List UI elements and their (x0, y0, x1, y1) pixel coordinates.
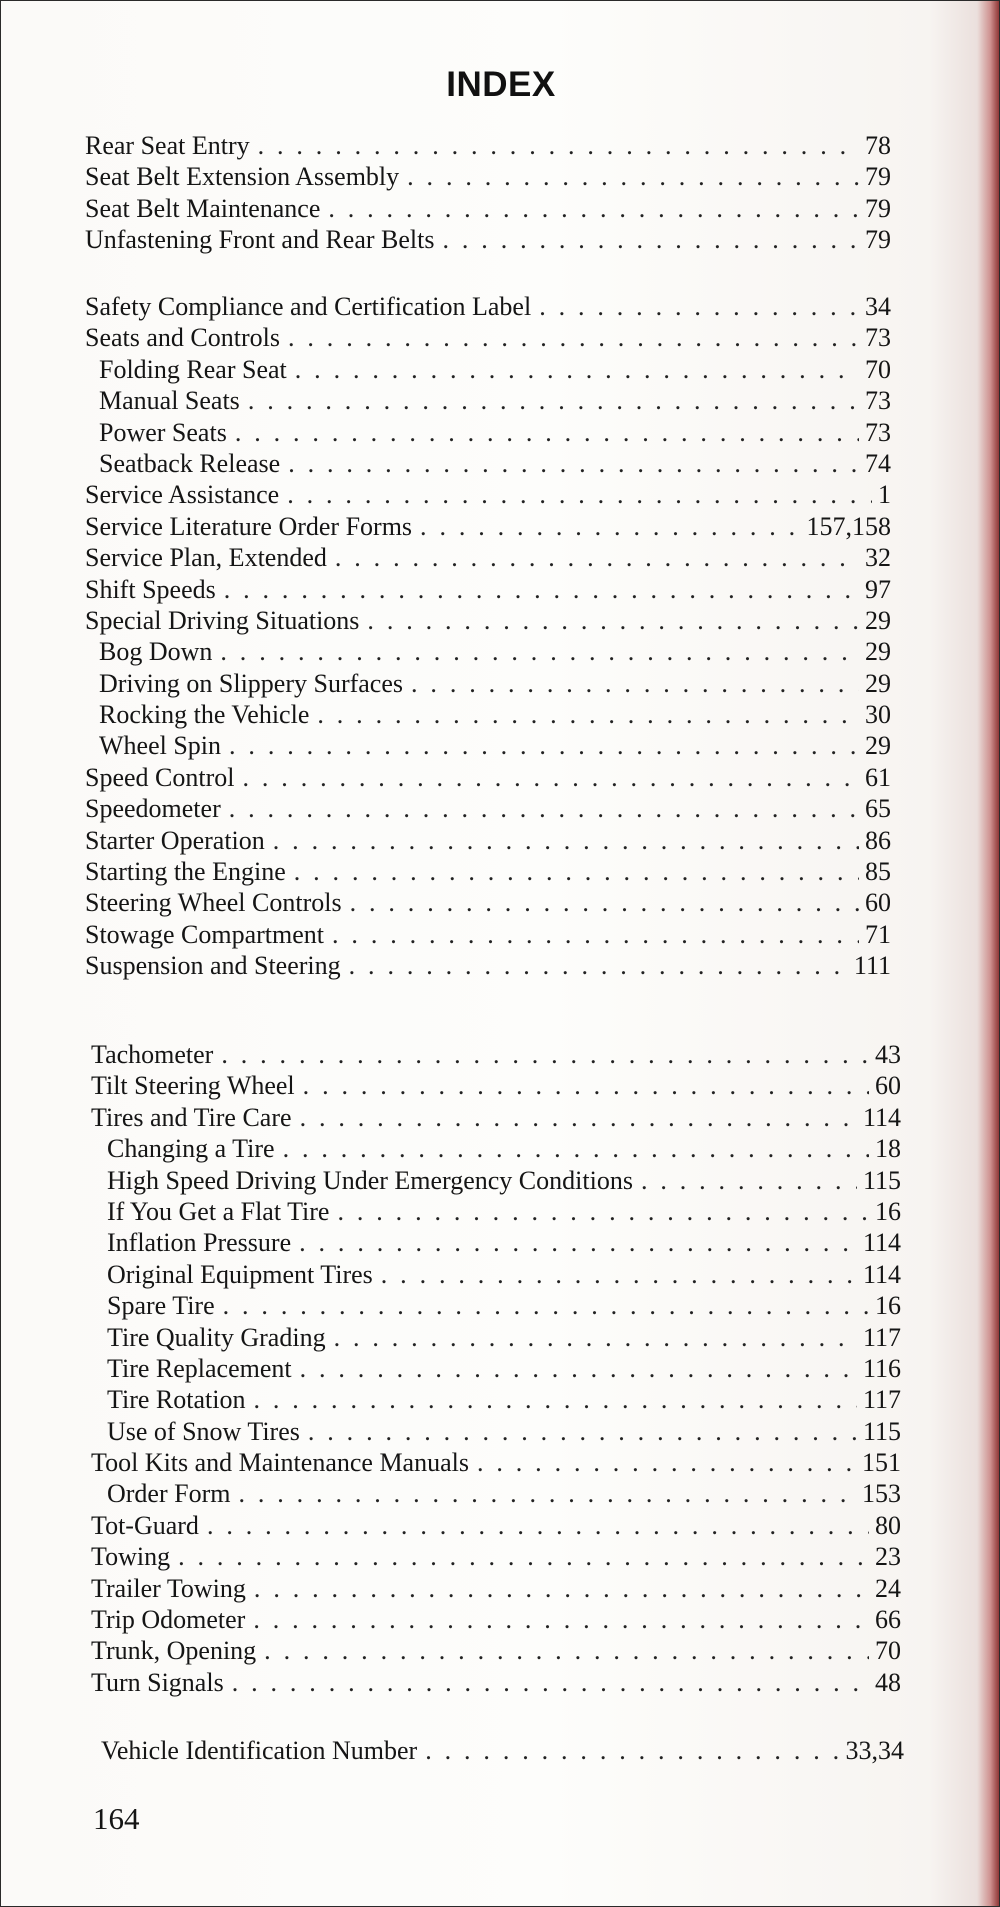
index-entry-page: 115 (862, 1416, 901, 1446)
index-entry-page: 66 (875, 1605, 901, 1635)
index-entry-label: Manual Seats (99, 386, 240, 416)
index-entry (99, 448, 891, 479)
dot-leader (317, 699, 859, 730)
index-entry-page: 97 (865, 574, 891, 604)
index-entry-page: 16 (875, 1196, 901, 1226)
index-entry (107, 1196, 901, 1227)
index-entry (85, 542, 891, 573)
index-entry (107, 1322, 901, 1353)
index-entry-label: Trailer Towing (91, 1573, 246, 1603)
index-entry-page: 79 (865, 193, 891, 223)
index-entry-label: High Speed Driving Under Emergency Conditions (107, 1165, 633, 1195)
index-entry (85, 224, 891, 255)
index-entry (91, 1604, 901, 1635)
dot-leader (300, 1353, 857, 1384)
index-entry-label: Driving on Slippery Surfaces (99, 668, 404, 698)
index-entry (85, 793, 891, 824)
index-entry (91, 1573, 901, 1604)
index-section-s (1, 291, 1000, 982)
index-entry-label: Service Assistance (85, 480, 280, 510)
index-entry-page: 43 (875, 1040, 901, 1069)
index-entry-label: Tot-Guard (91, 1510, 199, 1540)
index-entry-page: 70 (875, 1636, 901, 1666)
index-entry-label: Wheel Spin (99, 731, 222, 761)
index-entry-page: 23 (875, 1542, 901, 1572)
index-entry-label: Starting the Engine (85, 857, 286, 887)
index-entry (85, 511, 891, 542)
index-entry-label: Rocking the Vehicle (99, 700, 310, 730)
index-entry (107, 1353, 901, 1384)
index-entry (99, 354, 891, 385)
index-section-v (1, 1735, 1000, 1766)
index-entry (107, 1384, 901, 1415)
index-entry-label: Power Seats (99, 417, 227, 447)
index-entry-label: Steering Wheel Controls (85, 888, 342, 918)
dot-leader (243, 762, 860, 793)
page-title: INDEX (446, 65, 556, 104)
index-entry (107, 1133, 901, 1164)
dot-leader (332, 919, 859, 950)
index-entry-label: Safety Compliance and Certification Label (85, 292, 532, 321)
index-entry (99, 668, 891, 699)
index-entry-page: 61 (865, 762, 891, 792)
dot-leader (207, 1510, 869, 1541)
index-entry (91, 1102, 901, 1133)
index-entry-label: Trip Odometer (91, 1605, 246, 1635)
index-entry-page: 34 (865, 292, 891, 321)
dot-leader (443, 224, 860, 255)
index-entry-label: Order Form (107, 1479, 231, 1509)
index-entry (99, 730, 891, 761)
index-entry (85, 887, 891, 918)
index-entry-label: Unfastening Front and Rear Belts (85, 225, 435, 255)
dot-leader (235, 417, 859, 448)
index-entry-page: 60 (875, 1071, 901, 1101)
index-entry-label: Towing (91, 1542, 171, 1572)
index-entry (91, 1070, 901, 1101)
index-entry-page: 78 (865, 131, 891, 160)
index-entry-page: 157,158 (806, 511, 891, 541)
index-entry-page: 32 (865, 543, 891, 573)
index-entry-page: 29 (865, 637, 891, 667)
dot-leader (248, 385, 859, 416)
index-entry (85, 825, 891, 856)
index-entry-page: 117 (862, 1322, 901, 1352)
index-entry-page: 117 (862, 1385, 901, 1415)
dot-leader (350, 887, 859, 918)
index-entry-label: Service Literature Order Forms (85, 511, 413, 541)
index-entry-label: Seat Belt Maintenance (85, 193, 321, 223)
index-entry-page: 114 (862, 1228, 901, 1258)
index-entry-page: 73 (865, 417, 891, 447)
index-entry-page: 79 (865, 162, 891, 192)
index-entry-page: 73 (865, 323, 891, 353)
index-entry-page: 115 (862, 1165, 901, 1195)
dot-leader (220, 636, 859, 667)
index-entry (99, 636, 891, 667)
index-entry-page: 29 (865, 605, 891, 635)
dot-leader (294, 856, 859, 887)
dot-leader (328, 193, 859, 224)
dot-leader (407, 161, 859, 192)
dot-leader (224, 574, 859, 605)
index-entry-label: Inflation Pressure (107, 1228, 292, 1258)
index-entry (85, 322, 891, 353)
dot-leader (299, 1227, 857, 1258)
index-entry-label: Bog Down (99, 637, 213, 667)
index-entry (85, 574, 891, 605)
index-entry-label: Speed Control (85, 762, 235, 792)
page-number: 164 (93, 1801, 140, 1836)
dot-leader (238, 1478, 856, 1509)
dot-leader (420, 511, 800, 542)
index-entry-page: 114 (862, 1259, 901, 1289)
index-section-r (1, 130, 1000, 256)
index-entry-label: Tire Rotation (107, 1385, 246, 1415)
index-entry-page: 70 (865, 354, 891, 384)
index-entry (85, 762, 891, 793)
index-entry-label: Tilt Steering Wheel (91, 1071, 295, 1101)
index-entry-label: Turn Signals (91, 1667, 224, 1697)
index-entry-label: Seat Belt Extension Assembly (85, 162, 400, 192)
index-entry-page: 73 (865, 386, 891, 416)
index-entry-label: Rear Seat Entry (85, 131, 250, 160)
index-entry-page: 18 (875, 1134, 901, 1164)
index-entry-label: Changing a Tire (107, 1134, 275, 1164)
index-entry-label: Service Plan, Extended (85, 543, 327, 573)
index-entry-page: 111 (853, 951, 891, 981)
dot-leader (641, 1165, 857, 1196)
dot-leader (300, 1102, 857, 1133)
index-entry (91, 1447, 901, 1478)
dot-leader (221, 1039, 869, 1070)
index-entry (85, 130, 891, 161)
index-entry-page: 114 (862, 1102, 901, 1132)
dot-leader (367, 605, 859, 636)
index-entry (99, 699, 891, 730)
index-entry-label: Vehicle Identification Number (101, 1736, 418, 1765)
dot-leader (411, 668, 859, 699)
index-entry-page: 86 (865, 825, 891, 855)
index-entry-label: Special Driving Situations (85, 605, 360, 635)
index-entry (107, 1478, 901, 1509)
index-entry-label: Seats and Controls (85, 323, 280, 353)
index-entry (85, 605, 891, 636)
index-entry-label: Use of Snow Tires (107, 1416, 300, 1446)
dot-leader (223, 1290, 869, 1321)
index-entry-page: 33,34 (845, 1736, 904, 1765)
dot-leader (477, 1447, 856, 1478)
dot-leader (539, 291, 859, 322)
index-entry-page: 65 (865, 794, 891, 824)
index-entry-label: Tires and Tire Care (91, 1102, 292, 1132)
index-entry-page: 16 (875, 1291, 901, 1321)
index-entry-page: 79 (865, 225, 891, 255)
dot-leader (253, 1384, 857, 1415)
index-entry-page: 80 (875, 1510, 901, 1540)
index-entry (85, 161, 891, 192)
index-entry-label: Tire Quality Grading (107, 1322, 326, 1352)
index-entry (85, 479, 891, 510)
index-entry (91, 1039, 901, 1070)
index-entry (99, 417, 891, 448)
index-entry (85, 950, 891, 981)
dot-leader (253, 1604, 869, 1635)
index-entry-page: 116 (862, 1353, 901, 1383)
dot-leader (295, 354, 859, 385)
dot-leader (287, 479, 872, 510)
dot-leader (229, 793, 859, 824)
dot-leader (264, 1635, 869, 1666)
dot-leader (381, 1259, 857, 1290)
index-entry (85, 856, 891, 887)
dot-leader (335, 542, 859, 573)
index-entry (107, 1227, 901, 1258)
dot-leader (303, 1070, 869, 1101)
index-entry (99, 385, 891, 416)
index-entry (91, 1667, 901, 1698)
index-entry-label: Starter Operation (85, 825, 265, 855)
index-entry-label: Trunk, Opening (91, 1636, 257, 1666)
index-entry-label: Spare Tire (107, 1291, 215, 1321)
index-entry-page: 29 (865, 731, 891, 761)
index-entry-label: Stowage Compartment (85, 919, 325, 949)
dot-leader (232, 1667, 869, 1698)
index-entry-label: Suspension and Steering (85, 951, 341, 981)
index-entry-label: Tool Kits and Maintenance Manuals (91, 1448, 469, 1478)
index-entry-page: 29 (865, 668, 891, 698)
index-entry (91, 1541, 901, 1572)
index-entry-label: Tire Replacement (107, 1353, 292, 1383)
index-section-t (1, 1039, 1000, 1698)
index-entry-page: 71 (865, 919, 891, 949)
index-entry-page: 24 (875, 1573, 901, 1603)
index-entry (85, 919, 891, 950)
index-entry (85, 291, 891, 322)
index-entry-label: If You Get a Flat Tire (107, 1196, 330, 1226)
dot-leader (229, 730, 859, 761)
index-entry (107, 1416, 901, 1447)
index-entry-page: 1 (878, 480, 891, 510)
index-entry (107, 1290, 901, 1321)
index-entry (91, 1510, 901, 1541)
index-entry-label: Tachometer (91, 1040, 214, 1069)
index-entry-label: Speedometer (85, 794, 221, 824)
index-entry-page: 60 (865, 888, 891, 918)
index-entry-page: 74 (865, 448, 891, 478)
index-entry-page: 48 (875, 1667, 901, 1697)
dot-leader (288, 322, 859, 353)
index-entry (107, 1259, 901, 1290)
dot-leader (178, 1541, 869, 1572)
dot-leader (334, 1322, 857, 1353)
index-entry (91, 1635, 901, 1666)
index-entry-page: 151 (862, 1448, 901, 1478)
dot-leader (254, 1573, 869, 1604)
index-entry (107, 1165, 901, 1196)
index-entry-page: 30 (865, 700, 891, 730)
dot-leader (425, 1735, 839, 1766)
index-entry-label: Seatback Release (99, 448, 281, 478)
dot-leader (308, 1416, 857, 1447)
dot-leader (337, 1196, 869, 1227)
index-entry-label: Folding Rear Seat (99, 354, 287, 384)
index-entry-page: 85 (865, 857, 891, 887)
index-entry (85, 193, 891, 224)
dot-leader (273, 825, 859, 856)
dot-leader (288, 448, 859, 479)
dot-leader (283, 1133, 869, 1164)
index-entry-label: Shift Speeds (85, 574, 216, 604)
dot-leader (349, 950, 848, 981)
dot-leader (258, 130, 859, 161)
index-entry-label: Original Equipment Tires (107, 1259, 373, 1289)
index-entry-page: 153 (862, 1479, 901, 1509)
index-entry (101, 1735, 904, 1766)
